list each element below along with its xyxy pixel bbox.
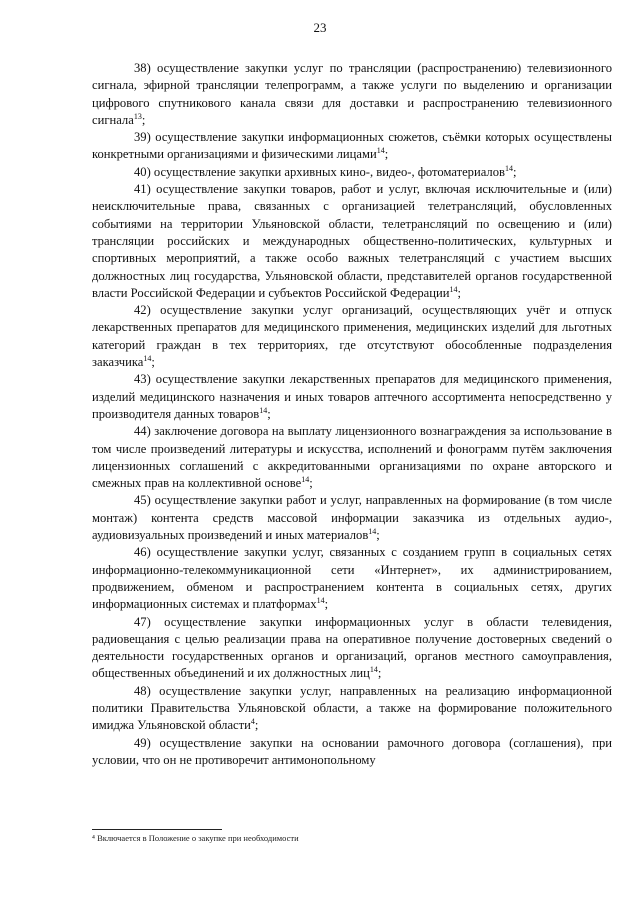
footnote-ref: 14	[259, 405, 268, 415]
list-item: 47) осуществление закупки информационных услуг в области телевидения, радиовещания с целью реализации права на оперативное получение достоверных сведений о деятельности государственных органов и организаций, органов местного самоуправления, общественных объединений и их должностных лиц$^{14}$;	[92, 614, 612, 681]
list-item: 39) осуществление закупки информационных сюжетов, съёмки которых осуществлены конкретными организациями и физическими лицами$^{14}$;	[92, 130, 612, 162]
footnote-ref: 14	[368, 526, 377, 536]
item-text: 41) осуществление закупки товаров, работ и услуг, включая исключительные и (или) неисключительные права, связанных с организацией телетрансляций, обусловленных событиями на территории Ульяновской области, телетрансляций по освещению и (или) трансляции российских и международных общественно-политических, культурных и спортивных мероприятий, а также особо важных телетрансляций с участием высших должностных лиц государства, Ульяновской области, представителей органов государственной власти Российской Федерации и субъектов Российской Федерации	[92, 182, 612, 300]
item-text: 49) осуществление закупки на основании рамочного договора (соглашения), при условии, что он не противоречит антимонопольному	[92, 735, 612, 767]
list-item: 48) осуществление закупки услуг, направленных на реализацию информационной политики Правительства Ульяновской области, а также на формирование положительного имиджа Ульяновской области$^4$;	[92, 683, 612, 733]
footnote: ⁴ Включается в Положение о закупке при необходимости	[92, 833, 299, 843]
footnote-ref: 13	[133, 111, 142, 121]
list-item: 40) осуществление закупки архивных кино-, видео-, фотоматериалов$^{14}$;	[134, 163, 517, 179]
list-item: 41) осуществление закупки товаров, работ и услуг, включая исключительные и (или) неисключительные права, связанных с организацией телетрансляций, обусловленных событиями на территории Ульяновской области, телетрансляций по освещению и (или) трансляции российских и международных общественно-политических, культурных и спортивных мероприятий, а также особо важных телетрансляций с участием высших должностных лиц государства, Ульяновской области, представителей органов государственной власти Российской Федерации и субъектов Российской Федерации$^{14}$;	[92, 182, 612, 300]
page-number: 23	[313, 20, 327, 35]
footnote-ref: 14	[316, 596, 325, 606]
item-text: 48) осуществление закупки услуг, направленных на реализацию информационной политики Правительства Ульяновской области, а также на формирование положительного имиджа Ульяновской области	[92, 683, 612, 733]
item-text: 43) осуществление закупки лекарственных препаратов для медицинского применения, изделий медицинского назначения и иных товаров аптечного ассортимента непосредственно у производителя данных товаров	[92, 372, 612, 421]
list-item: 42) осуществление закупки услуг организаций, осуществляющих учёт и отпуск лекарственных препаратов для медицинского применения, медицинских изделий для льготных категорий граждан в тех территориях, где отсутствуют обособленные подразделения заказчика$^{14}$;	[92, 303, 612, 370]
footnote-ref: 14	[143, 353, 152, 363]
list-item: 44) заключение договора на выплату лицензионного вознаграждения за использование в том числе произведений литературы и искусства, исполнений и фонограмм путём заключения лицензионных соглашений с аккредитованными организациями по охране авторского и смежных прав на коллективной основе$^{14}$;	[92, 424, 612, 491]
footnote-ref: 14	[301, 474, 310, 484]
list-item	[92, 735, 612, 770]
item-text: 38) осуществление закупки услуг по трансляции (распространению) телевизионного сигнала, эфирной трансляции телепрограмм, а также услуги по выделению и организации цифрового спутникового канала связи для доставки и распространению телевизионного сигнала	[92, 61, 612, 127]
item-text: 39) осуществление закупки информационных сюжетов, съёмки которых осуществлены конкретными организациями и физическими лицами	[92, 130, 612, 162]
item-text: 40) осуществление закупки архивных кино-, видео-, фотоматериалов	[134, 164, 505, 179]
list-item: 45) осуществление закупки работ и услуг, направленных на формирование (в том числе монтаж) контента средств массовой информации заказчика из отдельных аудио-, аудиовизуальных произведений и иных материалов$^{14}$;	[92, 493, 612, 543]
footnote-ref: 14	[504, 163, 513, 173]
footnote-ref: 14	[376, 146, 385, 156]
item-text: 44) заключение договора на выплату лицензионного вознаграждения за использование в том числе произведений литературы и искусства, исполнений и фонограмм путём заключения лицензионных соглашений с аккредитованными организациями по охране авторского и смежных прав на коллективной основе	[92, 424, 612, 491]
item-text: 45) осуществление закупки работ и услуг, направленных на формирование (в том числе монтаж) контента средств массовой информации заказчика из отдельных аудио-, аудиовизуальных произведений и иных материалов	[92, 493, 612, 543]
list-item: 46) осуществление закупки услуг, связанных с созданием групп в социальных сетях информационно-телекоммуникационной сети «Интернет», их администрированием, продвижением, обменом и распространением контента в социальных сетях, других информационных системах и платформах$^{14}$;	[92, 545, 612, 612]
document-body	[92, 60, 612, 769]
item-text: 47) осуществление закупки информационных услуг в области телевидения, радиовещания с целью реализации права на оперативное получение достоверных сведений о деятельности государственных органов и организаций, органов местного самоуправления, общественных объединений и их должностных лиц	[92, 614, 612, 681]
footnote-divider	[92, 829, 222, 830]
item-text: 46) осуществление закупки услуг, связанных с созданием групп в социальных сетях информационно-телекоммуникационной сети «Интернет», их администрированием, продвижением, обменом и распространением контента в социальных сетях, других информационных системах и платформах	[92, 545, 612, 612]
footnote-ref: 14	[369, 665, 378, 675]
list-item: 43) осуществление закупки лекарственных препаратов для медицинского применения, изделий медицинского назначения и иных товаров аптечного ассортимента непосредственно у производителя данных товаров$^{14}$;	[92, 372, 612, 421]
footnote-ref: 14	[449, 284, 458, 294]
item-text: 42) осуществление закупки услуг организаций, осуществляющих учёт и отпуск лекарственных препаратов для медицинского применения, медицинских изделий для льготных категорий граждан в тех территориях, где отсутствуют обособленные подразделения заказчика	[92, 303, 612, 370]
footnote-ref: 4	[250, 717, 255, 727]
list-item: 38) осуществление закупки услуг по трансляции (распространению) телевизионного сигнала, эфирной трансляции телепрограмм, а также услуги по выделению и организации цифрового спутникового канала связи для доставки и распространению телевизионного сигнала$^{13}$;	[92, 61, 612, 127]
